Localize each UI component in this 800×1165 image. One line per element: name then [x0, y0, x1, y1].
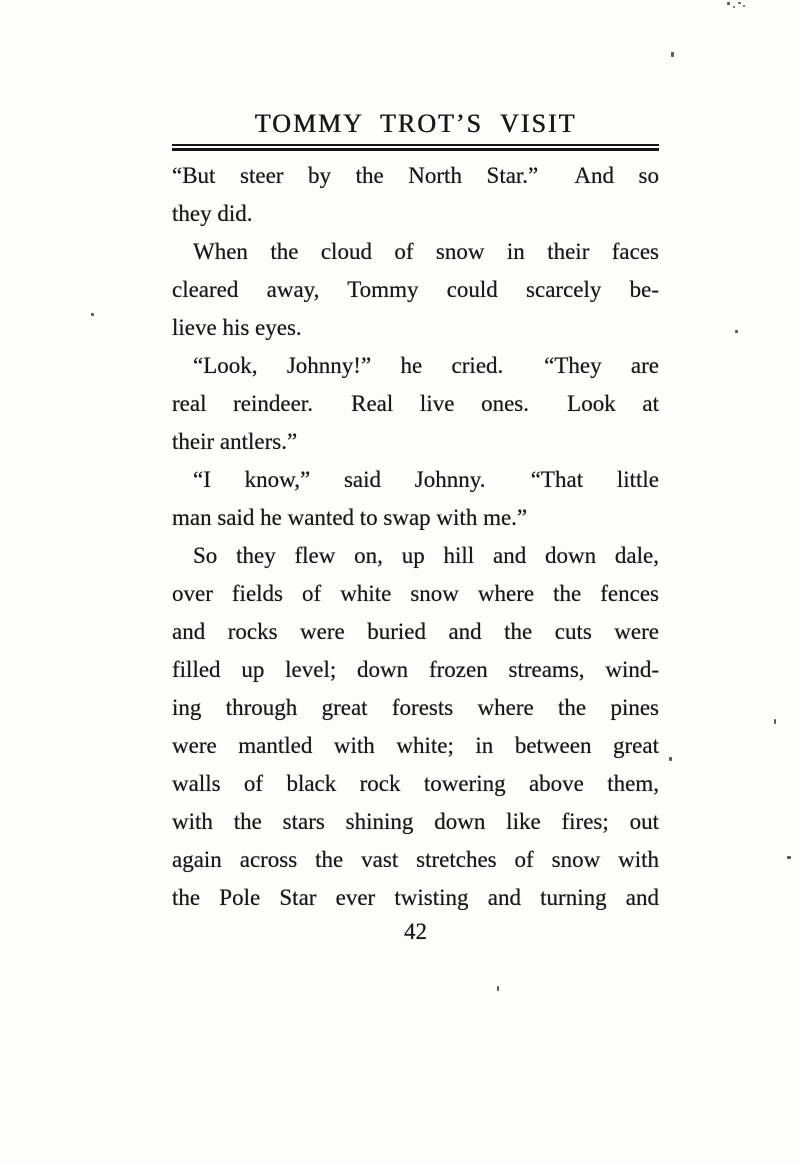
scan-speck — [733, 6, 735, 8]
scan-speck — [91, 313, 94, 316]
text-line: filled up level; down frozen streams, wind- — [172, 657, 659, 682]
text-line: man said he wanted to swap with me.” — [172, 505, 528, 530]
scan-speck — [671, 52, 674, 57]
text-line: they did. — [172, 201, 253, 226]
page-number: 42 — [404, 919, 427, 944]
text-line: their antlers.” — [172, 429, 298, 454]
text-column — [172, 0, 659, 1165]
scan-speck — [787, 856, 791, 859]
text-line: cleared away, Tommy could scarcely be- — [172, 277, 659, 302]
text-line: and rocks were buried and the cuts were — [172, 619, 659, 644]
text-line: “Look, Johnny!” he cried. “They are — [193, 353, 659, 378]
scan-speck — [727, 2, 730, 5]
header-rule-bottom-line — [172, 148, 659, 151]
body-text — [172, 157, 659, 917]
text-line: ing through great forests where the pines — [172, 695, 659, 720]
scan-speck — [743, 5, 745, 7]
scan-speck — [669, 757, 672, 761]
text-line: “I know,” said Johnny. “That little — [193, 467, 659, 492]
header-rule — [172, 144, 659, 151]
text-line: again across the vast stretches of snow with — [172, 847, 659, 872]
text-line: the Pole Star ever twisting and turning and — [172, 885, 659, 910]
text-line: So they flew on, up hill and down dale, — [193, 543, 659, 568]
scan-speck — [774, 719, 776, 724]
page-header-title: TOMMY TROT’S VISIT — [254, 109, 577, 138]
text-line: over fields of white snow where the fences — [172, 581, 659, 606]
scan-speck — [735, 330, 738, 333]
scan-speck — [738, 2, 741, 4]
text-line: were mantled with white; in between great — [172, 733, 659, 758]
text-line: “But steer by the North Star.” And so — [172, 163, 659, 188]
text-line: walls of black rock towering above them, — [172, 771, 659, 796]
text-line: When the cloud of snow in their faces — [193, 239, 659, 264]
text-line: real reindeer. Real live ones. Look at — [172, 391, 659, 416]
text-line: lieve his eyes. — [172, 315, 302, 340]
text-line: with the stars shining down like fires; out — [172, 809, 659, 834]
header-rule-top-line — [172, 144, 659, 146]
